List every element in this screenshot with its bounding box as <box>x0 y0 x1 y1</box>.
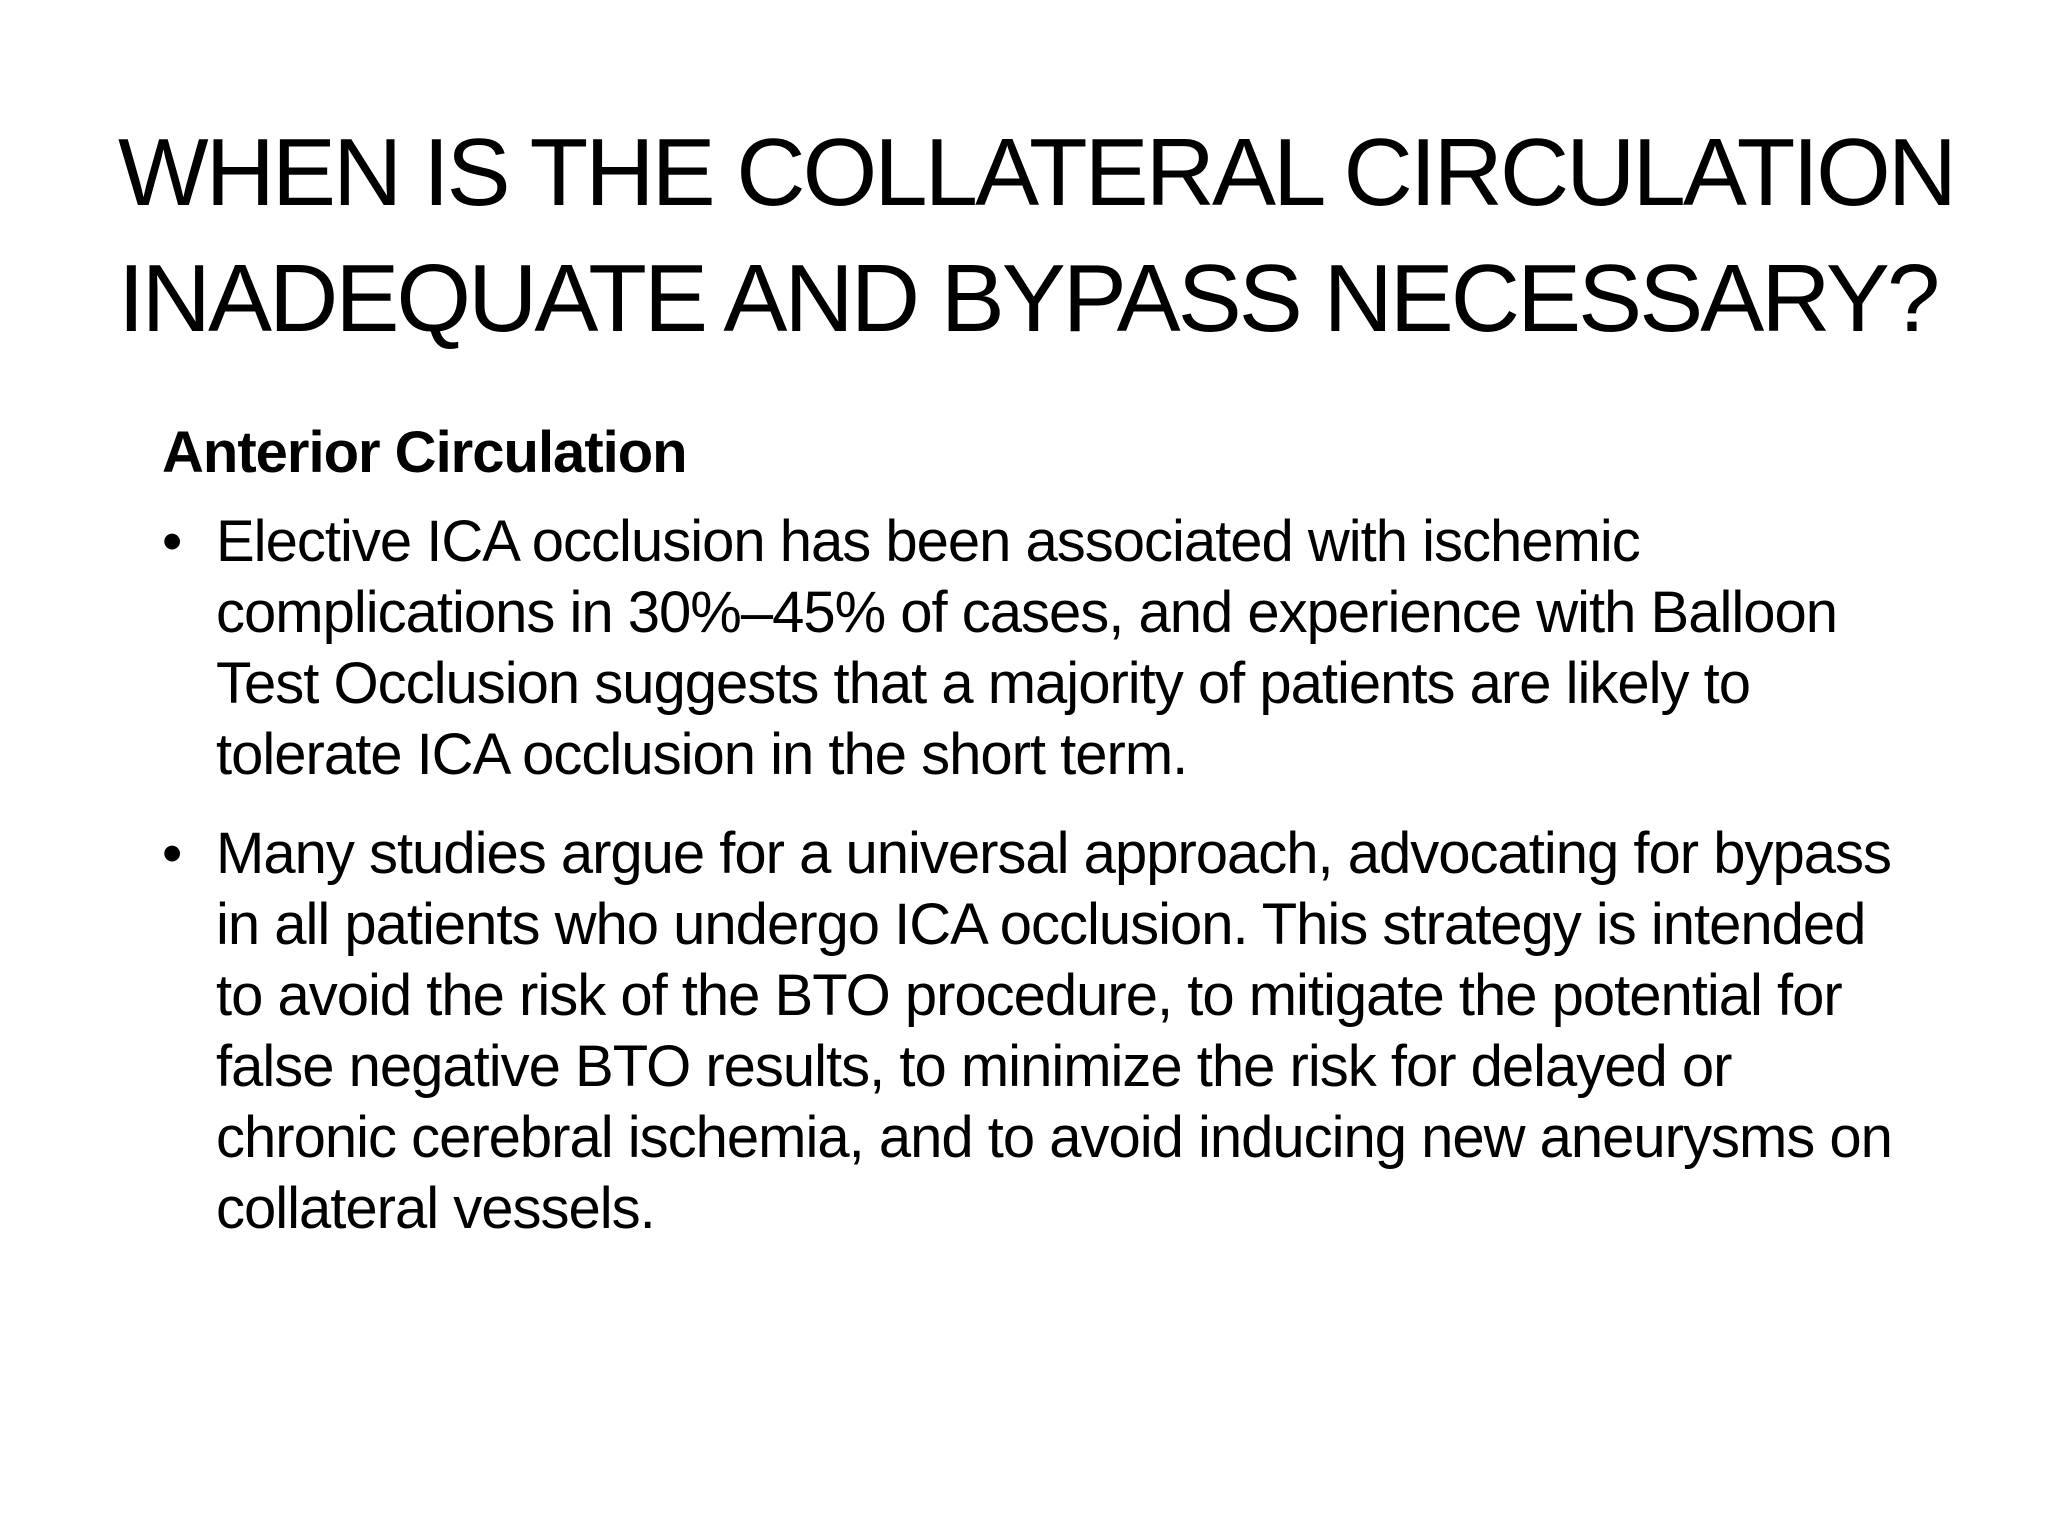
bullet-text-1: Elective ICA occlusion has been associated with ischemic complications in 30%–45% of cases, and experience with Balloon Test Occlusion suggests that a majority of patients are likely to tolerate ICA occlusion in the short term. <box>216 509 1837 787</box>
bullet-icon: • <box>162 821 182 886</box>
slide-title <box>118 110 1978 362</box>
slide-title-line-1: WHEN IS THE COLLATERAL CIRCULATION <box>118 119 1955 226</box>
slide-title-line-2: INADEQUATE AND BYPASS NECESSARY? <box>118 245 1938 352</box>
bullet-item-2 <box>162 818 1922 1244</box>
section-subheading: Anterior Circulation <box>162 420 687 485</box>
slide-body <box>162 410 1922 1272</box>
bullet-icon: • <box>162 509 182 574</box>
bullet-item-1 <box>162 506 1922 790</box>
bullet-text-2: Many studies argue for a universal approach, advocating for bypass in all patients who undergo ICA occlusion. This strategy is intended to avoid the risk of the BTO procedure, to mitigate the potential for false negative BTO results, to minimize the risk for delayed or chronic cerebral ischemia, and to avoid inducing new aneurysms on collateral vessels. <box>216 821 1892 1241</box>
bullet-list <box>162 506 1922 1244</box>
